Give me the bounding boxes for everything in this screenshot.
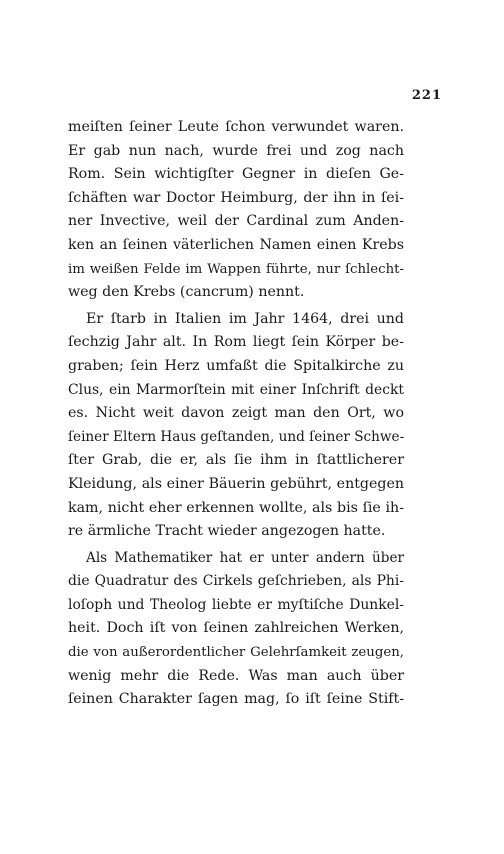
text-line: Er gab nun nach, wurde frei und zog nach — [68, 142, 404, 159]
text-line: die Quadratur des Cirkels geſchrieben, als Phi- — [68, 573, 404, 590]
text-line: ſter Grab, die er, als ſie ihm in ſtattlicherer — [68, 452, 404, 469]
text-line: meiſten ſeiner Leute ſchon verwundet waren. — [68, 119, 404, 135]
text-line: loſoph und Theolog liebte er myſtiſche Dunkel- — [68, 596, 404, 613]
text-line: ſeiner Eltern Haus geſtanden, und ſeiner Schwe- — [68, 428, 405, 445]
text-line: es. Nicht weit davon zeigt man den Ort, wo — [68, 405, 404, 422]
text-line: ſchäften war Doctor Heimburg, der ihn in ſei- — [68, 189, 404, 206]
text-line: weg den Krebs (cancrum) nennt. — [68, 284, 305, 301]
text-line: die von außerordentlicher Gelehrſamkeit zeugen, — [68, 645, 404, 661]
text-line: ner Invective, weil der Cardinal zum Anden- — [68, 213, 404, 230]
text-line: wenig mehr die Rede. Was man auch über — [68, 667, 404, 684]
text-line: im weißen Felde im Wappen führte, nur ſchlecht- — [68, 261, 404, 277]
text-line: Clus, ein Marmorſtein mit einer Inſchrift deckt — [68, 381, 404, 398]
text-line: Als Mathematiker hat er unter andern über — [86, 549, 404, 566]
page-number: 221 — [411, 88, 442, 103]
text-line: kam, nicht eher erkennen wollte, als bis ſie ih- — [68, 499, 404, 516]
text-line: heit. Doch iſt von ſeinen zahlreichen Werken, — [68, 620, 404, 637]
text-line: ken an ſeinen väterlichen Namen einen Krebs — [68, 236, 404, 253]
text-line: Kleidung, als einer Bäuerin gebührt, entgegen — [68, 475, 404, 492]
text-line: Rom. Sein wichtigſter Gegner in dieſen Ge- — [68, 166, 404, 183]
text-line: Er ſtarb in Italien im Jahr 1464, drei und — [86, 310, 404, 327]
body-text — [68, 116, 404, 712]
text-line: graben; ſein Herz umfaßt die Spitalkirche zu — [68, 357, 404, 374]
text-line: ſechzig Jahr alt. In Rom liegt ſein Körper be- — [68, 334, 404, 351]
text-line: ſeinen Charakter ſagen mag, ſo iſt ſeine Stift- — [68, 691, 404, 708]
text-line: re ärmliche Tracht wieder angezogen hatte. — [68, 523, 386, 540]
